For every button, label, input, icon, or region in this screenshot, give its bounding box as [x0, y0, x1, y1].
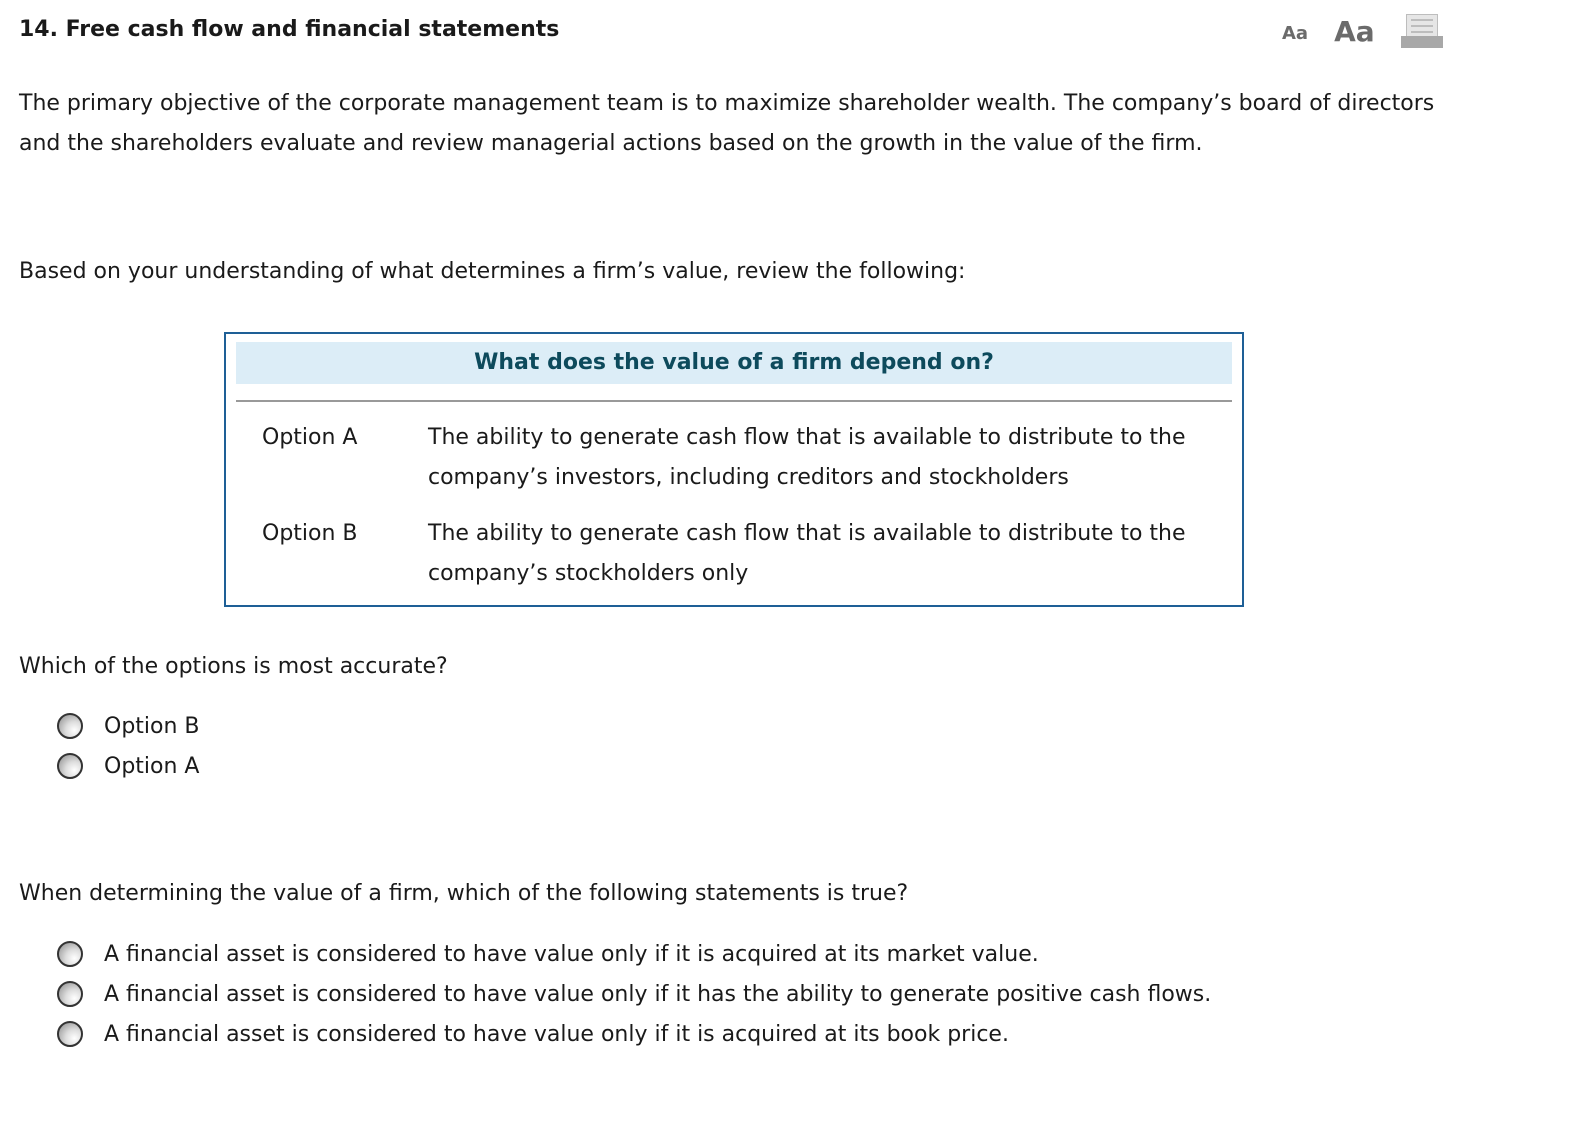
q1-radio-option-b[interactable] — [57, 713, 200, 739]
decrease-font-button[interactable]: Aa — [1282, 23, 1309, 44]
radio-label: A financial asset is considered to have value only if it has the ability to generate positive cash flows. — [104, 981, 1212, 1007]
intro-paragraph: The primary objective of the corporate management team is to maximize shareholder wealth. The company’s board of directors and the shareholders evaluate and review managerial actions based on the growth in the value of the firm. — [19, 91, 1435, 156]
radio-icon[interactable] — [57, 713, 83, 739]
q2-radio-book-price[interactable] — [57, 1021, 1009, 1047]
options-box-heading: What does the value of a firm depend on? — [236, 342, 1232, 384]
divider — [236, 400, 1232, 402]
q1-radio-option-a[interactable] — [57, 753, 199, 779]
question-1-text: Which of the options is most accurate? — [19, 654, 448, 679]
radio-label: A financial asset is considered to have value only if it is acquired at its market value. — [104, 941, 1039, 967]
radio-icon[interactable] — [57, 1021, 83, 1047]
option-description: The ability to generate cash flow that is available to distribute to the company’s stockholders only — [428, 521, 1186, 586]
radio-label: Option B — [104, 713, 200, 739]
options-box — [224, 332, 1244, 607]
option-row — [262, 418, 1228, 498]
toolbar — [1282, 14, 1443, 48]
radio-icon[interactable] — [57, 981, 83, 1007]
increase-font-button[interactable]: Aa — [1334, 15, 1375, 48]
question-2-text: When determining the value of a firm, which of the following statements is true? — [19, 881, 909, 906]
radio-icon[interactable] — [57, 753, 83, 779]
radio-label: A financial asset is considered to have value only if it is acquired at its book price. — [104, 1021, 1009, 1047]
radio-label: Option A — [104, 753, 200, 779]
radio-icon[interactable] — [57, 941, 83, 967]
q2-radio-market-value[interactable] — [57, 941, 1039, 967]
option-label: Option B — [262, 521, 358, 546]
lead-paragraph: Based on your understanding of what determines a firm’s value, review the following: — [19, 259, 966, 284]
option-label: Option A — [262, 425, 358, 450]
q2-radio-positive-cash-flows[interactable] — [57, 981, 1211, 1007]
option-description: The ability to generate cash flow that is available to distribute to the company’s investors, including creditors and stockholders — [428, 425, 1186, 490]
question-title: 14. Free cash flow and financial statements — [19, 17, 560, 42]
print-icon[interactable] — [1401, 14, 1443, 48]
option-row — [262, 514, 1228, 594]
